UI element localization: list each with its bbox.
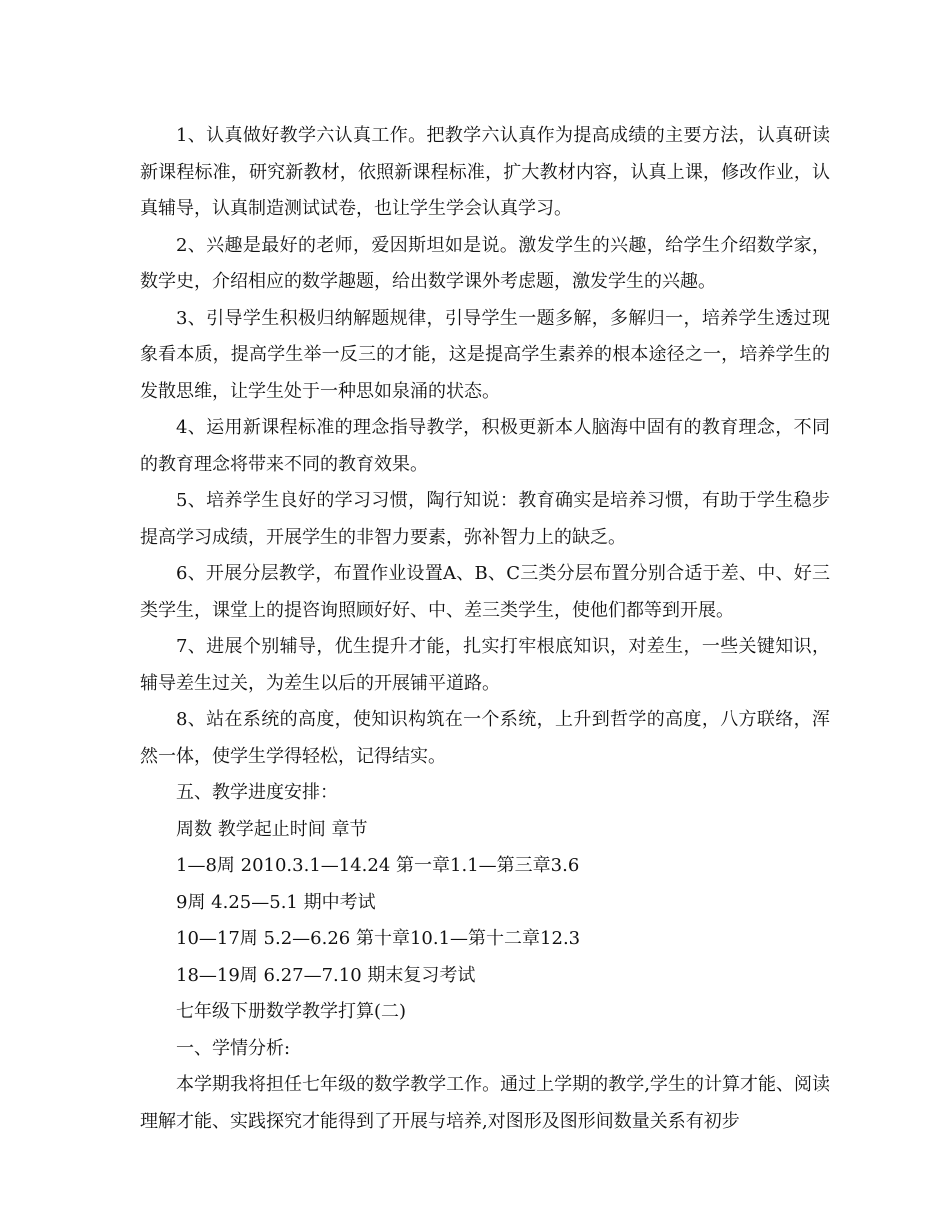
paragraph-6: 6、开展分层教学，布置作业设置A、B、C三类分层布置分别合适于差、中、好三类学生，课堂上的提咨询照顾好好、中、差三类学生，使他们都等到开展。 bbox=[140, 563, 830, 621]
paragraph-8: 8、站在系统的高度，使知识构筑在一个系统，上升到哲学的高度，八方联络，浑然一体，使学生学得轻松，记得结实。 bbox=[140, 709, 830, 767]
schedule-row: 9周 4.25—5.1 期中考试 bbox=[176, 891, 376, 913]
part-two-paragraph: 本学期我将担任七年级的数学教学工作。通过上学期的教学,学生的计算才能、阅读理解才能、实践探究才能得到了开展与培养,对图形及图形间数量关系有初步 bbox=[140, 1074, 830, 1132]
document-body bbox=[140, 118, 830, 1140]
section-heading: 五、教学进度安排： bbox=[176, 782, 338, 803]
schedule-list bbox=[140, 812, 830, 995]
paragraph-7: 7、进展个别辅导，优生提升才能，扎实打牢根底知识，对差生，一些关键知识，辅导差生过关，为差生以后的开展铺平道路。 bbox=[140, 636, 830, 694]
schedule-row: 1—8周 2010.3.1—14.24 第一章1.1—第三章3.6 bbox=[176, 855, 580, 876]
paragraph-4: 4、运用新课程标准的理念指导教学，积极更新本人脑海中固有的教育理念，不同的教育理念将带来不同的教育效果。 bbox=[140, 417, 830, 475]
part-two-title: 七年级下册数学教学打算(二) bbox=[176, 1001, 407, 1022]
paragraph-3: 3、引导学生积极归纳解题规律，引导学生一题多解，多解归一，培养学生透过现象看本质，提高学生举一反三的才能，这是提高学生素养的根本途径之一，培养学生的发散思维，让学生处于一种思如泉涌的状态。 bbox=[140, 307, 830, 402]
paragraph-2: 2、兴趣是最好的老师，爱因斯坦如是说。激发学生的兴趣，给学生介绍数学家，数学史，介绍相应的数学趣题，给出数学课外考虑题，激发学生的兴趣。 bbox=[140, 234, 830, 292]
part-two-heading: 一、学情分析: bbox=[176, 1037, 291, 1059]
paragraph-1: 1、认真做好教学六认真工作。把教学六认真作为提高成绩的主要方法，认真研读新课程标准，研究新教材，依照新课程标准，扩大教材内容，认真上课，修改作业，认真辅导，认真制造测试试卷，也让学生学会认真学习。 bbox=[140, 125, 830, 219]
schedule-row: 18—19周 6.27—7.10 期末复习考试 bbox=[176, 964, 476, 986]
paragraph-5: 5、培养学生良好的学习习惯，陶行知说：教育确实是培养习惯，有助于学生稳步提高学习成绩，开展学生的非智力要素，弥补智力上的缺乏。 bbox=[140, 490, 830, 548]
schedule-row: 10—17周 5.2—6.26 第十章10.1—第十二章12.3 bbox=[176, 928, 581, 949]
schedule-header: 周数 教学起止时间 章节 bbox=[176, 818, 368, 840]
